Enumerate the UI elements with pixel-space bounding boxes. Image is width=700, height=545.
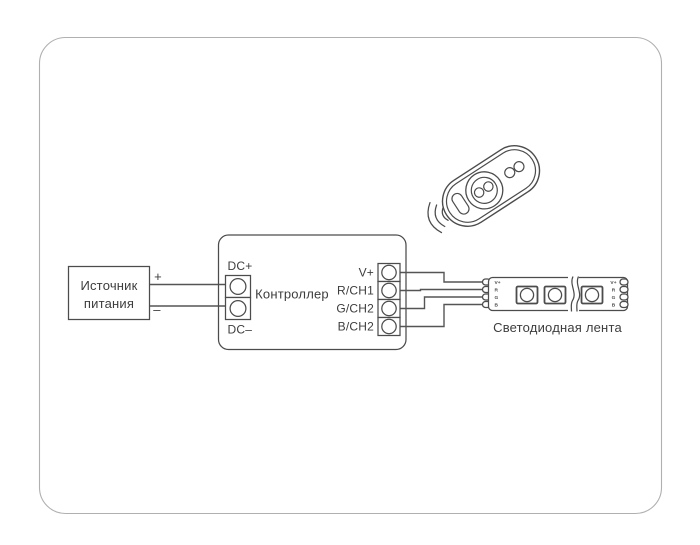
led-strip-label: Светодиодная лента bbox=[493, 320, 622, 335]
left-pad-label-b: B bbox=[494, 303, 499, 309]
right-pad-label-r: R bbox=[611, 288, 616, 294]
led-strip bbox=[483, 276, 629, 335]
power-source-label-line1: Источник bbox=[80, 278, 138, 293]
output-label-v: V+ bbox=[358, 265, 374, 280]
strip-break-mark bbox=[568, 276, 580, 312]
dc-minus-label: DC– bbox=[227, 322, 253, 337]
right-pad-r bbox=[620, 287, 628, 293]
dc-plus-label: DC+ bbox=[227, 259, 253, 273]
led-modules bbox=[517, 287, 603, 304]
power-source-label-line2: питания bbox=[83, 296, 135, 311]
minus-label: – bbox=[153, 302, 161, 317]
output-label-g: G/CH2 bbox=[336, 301, 374, 316]
left-pad-label-v: V+ bbox=[494, 281, 501, 286]
right-pad-label-b: B bbox=[611, 303, 616, 309]
left-pad-label-g: G bbox=[494, 296, 499, 301]
output-label-b: B/CH2 bbox=[337, 319, 374, 334]
right-pad-g bbox=[620, 294, 628, 300]
right-pad-b bbox=[620, 302, 628, 308]
plus-label: + bbox=[154, 269, 162, 284]
card-border bbox=[40, 38, 662, 514]
right-pad-label-g: G bbox=[611, 296, 616, 301]
output-label-r: R/CH1 bbox=[336, 283, 374, 298]
controller-label: Контроллер bbox=[255, 286, 329, 302]
left-pad-label-r: R bbox=[494, 288, 499, 294]
right-pad-label-v: V+ bbox=[610, 281, 617, 286]
right-pad-v bbox=[620, 279, 628, 285]
